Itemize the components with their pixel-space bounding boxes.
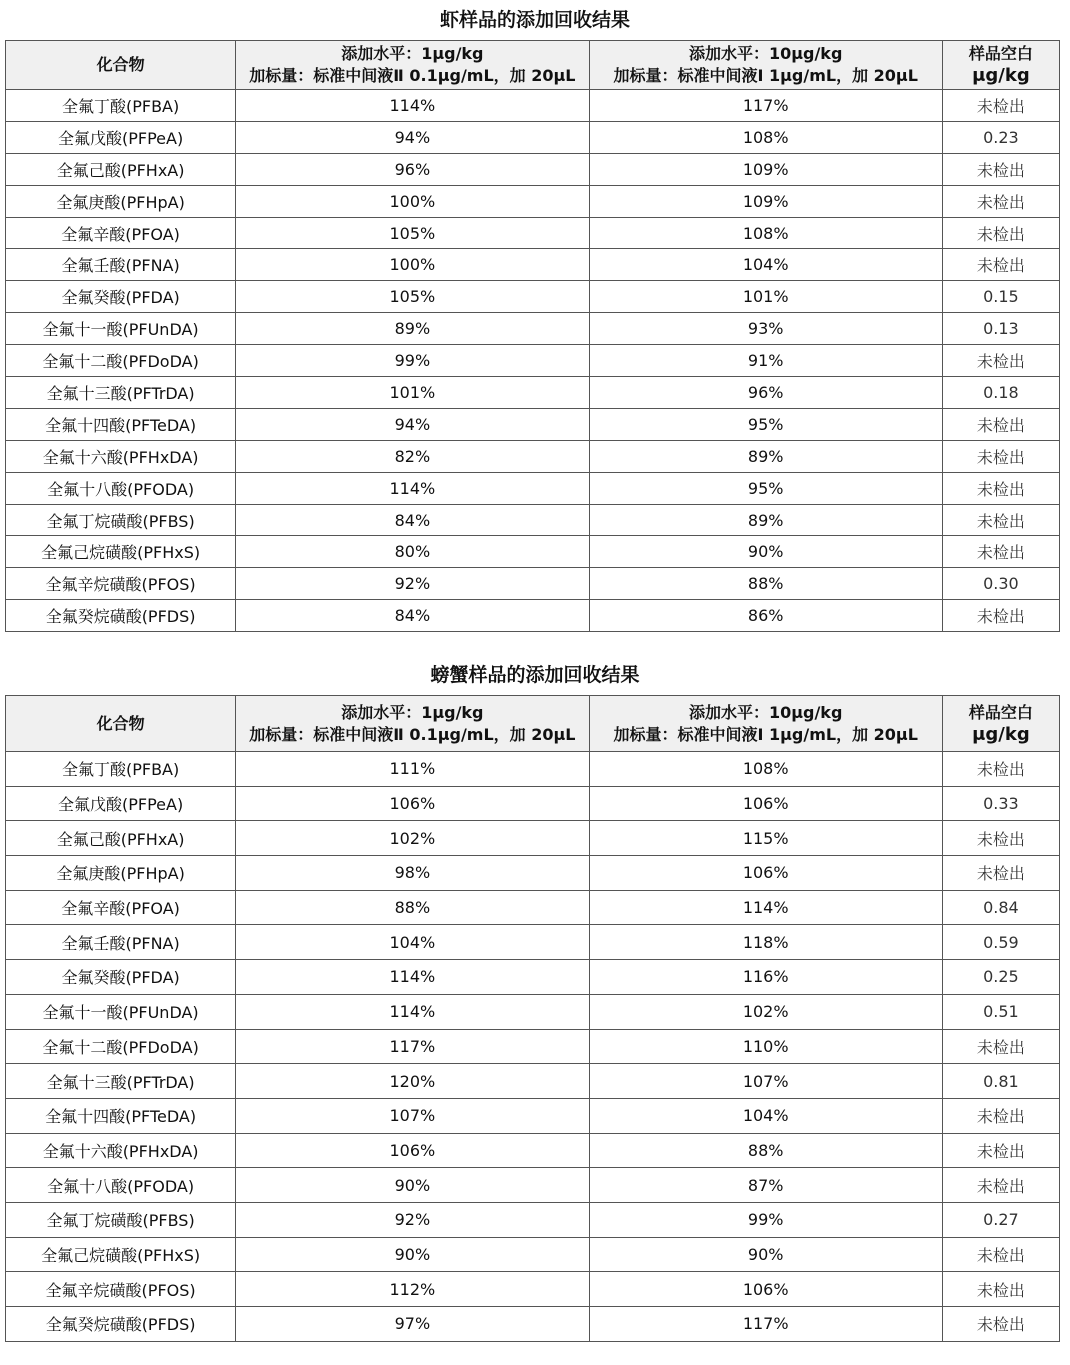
blank-value-cell: 未检出: [942, 472, 1059, 504]
recovery-level-1-cell: 101%: [236, 377, 589, 409]
compound-cell: 全氟癸酸(PFDA): [6, 281, 236, 313]
recovery-level-2-cell: 117%: [589, 1307, 942, 1342]
blank-value-cell: 未检出: [942, 90, 1059, 122]
compound-cell: 全氟十二酸(PFDoDA): [6, 1029, 236, 1064]
blank-value-cell: 0.33: [942, 786, 1059, 821]
recovery-level-1-cell: 82%: [236, 440, 589, 472]
blank-value-cell: 未检出: [942, 249, 1059, 281]
crab-table-body: [6, 752, 1060, 1342]
table-row: [6, 345, 1060, 377]
recovery-level-2-cell: 93%: [589, 313, 942, 345]
shrimp-table-body: [6, 90, 1060, 632]
blank-value-cell: 未检出: [942, 153, 1059, 185]
table-row: [6, 217, 1060, 249]
header-compound: 化合物: [6, 696, 236, 752]
table-row: [6, 249, 1060, 281]
table-row: [6, 1168, 1060, 1203]
blank-value-cell: 未检出: [942, 1237, 1059, 1272]
blank-value-cell: 未检出: [942, 752, 1059, 787]
table-row: [6, 994, 1060, 1029]
compound-cell: 全氟十一酸(PFUnDA): [6, 994, 236, 1029]
recovery-level-1-cell: 106%: [236, 1133, 589, 1168]
recovery-level-2-cell: 114%: [589, 890, 942, 925]
recovery-level-1-cell: 104%: [236, 925, 589, 960]
recovery-level-2-cell: 95%: [589, 408, 942, 440]
table-row: [6, 185, 1060, 217]
blank-value-cell: 未检出: [942, 1029, 1059, 1064]
table-row: [6, 281, 1060, 313]
table-row: [6, 1133, 1060, 1168]
blank-value-cell: 未检出: [942, 345, 1059, 377]
recovery-level-2-cell: 118%: [589, 925, 942, 960]
crab-table-title: 螃蟹样品的添加回收结果: [430, 664, 640, 686]
blank-value-cell: 0.84: [942, 890, 1059, 925]
table-row: [6, 821, 1060, 856]
compound-cell: 全氟十四酸(PFTeDA): [6, 1098, 236, 1133]
table-row: [6, 504, 1060, 536]
compound-cell: 全氟十四酸(PFTeDA): [6, 408, 236, 440]
table-header-row: [6, 41, 1060, 90]
recovery-level-1-cell: 89%: [236, 313, 589, 345]
recovery-level-2-cell: 107%: [589, 1064, 942, 1099]
blank-value-cell: 未检出: [942, 1168, 1059, 1203]
header-level-1-amount: 添加水平：1μg/kg: [341, 702, 484, 722]
table-row: [6, 925, 1060, 960]
recovery-level-1-cell: 106%: [236, 786, 589, 821]
table-row: [6, 536, 1060, 568]
header-blank: [942, 41, 1059, 90]
recovery-level-2-cell: 110%: [589, 1029, 942, 1064]
blank-value-cell: 0.81: [942, 1064, 1059, 1099]
table-row: [6, 1098, 1060, 1133]
blank-value-cell: 0.59: [942, 925, 1059, 960]
recovery-level-2-cell: 106%: [589, 856, 942, 891]
table-row: [6, 153, 1060, 185]
recovery-level-2-cell: 106%: [589, 786, 942, 821]
compound-cell: 全氟辛烷磺酸(PFOS): [6, 568, 236, 600]
compound-cell: 全氟己烷磺酸(PFHxS): [6, 536, 236, 568]
compound-cell: 全氟十八酸(PFODA): [6, 472, 236, 504]
header-level-2-amount: 添加水平：10μg/kg: [688, 44, 843, 63]
table-row: [6, 1202, 1060, 1237]
table-row: [6, 377, 1060, 409]
recovery-level-2-cell: 90%: [589, 536, 942, 568]
recovery-level-1-cell: 102%: [236, 821, 589, 856]
recovery-level-1-cell: 114%: [236, 960, 589, 995]
recovery-level-2-cell: 117%: [589, 90, 942, 122]
compound-cell: 全氟己酸(PFHxA): [6, 821, 236, 856]
header-level-2: [589, 41, 942, 90]
table-row: [6, 1237, 1060, 1272]
table-row: [6, 121, 1060, 153]
blank-value-cell: 未检出: [942, 185, 1059, 217]
recovery-level-2-cell: 106%: [589, 1272, 942, 1307]
recovery-level-2-cell: 99%: [589, 1202, 942, 1237]
blank-value-cell: 未检出: [942, 821, 1059, 856]
header-blank-label: 样品空白: [968, 44, 1033, 63]
recovery-level-2-cell: 109%: [589, 185, 942, 217]
header-level-1-spike: 加标量：标准中间液Ⅱ 0.1μg/mL，加 20μL: [249, 66, 576, 85]
table-row: [6, 440, 1060, 472]
table-row: [6, 600, 1060, 632]
recovery-level-1-cell: 90%: [236, 1168, 589, 1203]
header-level-2-spike: 加标量：标准中间液Ⅰ 1μg/mL，加 20μL: [613, 724, 918, 744]
recovery-level-1-cell: 111%: [236, 752, 589, 787]
crab-recovery-table: [5, 695, 1060, 1342]
compound-cell: 全氟己酸(PFHxA): [6, 153, 236, 185]
blank-value-cell: 0.25: [942, 960, 1059, 995]
compound-cell: 全氟十三酸(PFTrDA): [6, 1064, 236, 1099]
header-blank-label: 样品空白: [968, 702, 1033, 722]
compound-cell: 全氟戊酸(PFPeA): [6, 121, 236, 153]
recovery-level-2-cell: 88%: [589, 568, 942, 600]
recovery-level-1-cell: 96%: [236, 153, 589, 185]
recovery-level-1-cell: 94%: [236, 121, 589, 153]
recovery-level-2-cell: 90%: [589, 1237, 942, 1272]
header-blank-unit: μg/kg: [972, 65, 1030, 86]
compound-cell: 全氟辛酸(PFOA): [6, 890, 236, 925]
compound-cell: 全氟十八酸(PFODA): [6, 1168, 236, 1203]
recovery-level-2-cell: 108%: [589, 752, 942, 787]
compound-cell: 全氟壬酸(PFNA): [6, 249, 236, 281]
table-row: [6, 960, 1060, 995]
blank-value-cell: 0.23: [942, 121, 1059, 153]
recovery-level-1-cell: 97%: [236, 1307, 589, 1342]
compound-cell: 全氟庚酸(PFHpA): [6, 856, 236, 891]
recovery-level-1-cell: 105%: [236, 281, 589, 313]
table-row: [6, 752, 1060, 787]
blank-value-cell: 未检出: [942, 536, 1059, 568]
header-level-1: [236, 696, 589, 752]
table-row: [6, 1307, 1060, 1342]
recovery-level-1-cell: 100%: [236, 249, 589, 281]
recovery-level-1-cell: 117%: [236, 1029, 589, 1064]
table-row: [6, 1064, 1060, 1099]
table-row: [6, 856, 1060, 891]
recovery-level-1-cell: 84%: [236, 504, 589, 536]
recovery-level-2-cell: 86%: [589, 600, 942, 632]
compound-cell: 全氟癸烷磺酸(PFDS): [6, 1307, 236, 1342]
recovery-level-1-cell: 84%: [236, 600, 589, 632]
table-row: [6, 408, 1060, 440]
recovery-level-1-cell: 107%: [236, 1098, 589, 1133]
recovery-level-2-cell: 88%: [589, 1133, 942, 1168]
compound-cell: 全氟己烷磺酸(PFHxS): [6, 1237, 236, 1272]
blank-value-cell: 未检出: [942, 1098, 1059, 1133]
recovery-level-2-cell: 104%: [589, 249, 942, 281]
blank-value-cell: 未检出: [942, 1133, 1059, 1168]
blank-value-cell: 未检出: [942, 600, 1059, 632]
blank-value-cell: 未检出: [942, 217, 1059, 249]
compound-cell: 全氟癸酸(PFDA): [6, 960, 236, 995]
header-level-2-amount: 添加水平：10μg/kg: [688, 702, 843, 722]
recovery-level-2-cell: 96%: [589, 377, 942, 409]
header-level-2-spike: 加标量：标准中间液Ⅰ 1μg/mL，加 20μL: [613, 66, 918, 85]
recovery-level-2-cell: 108%: [589, 217, 942, 249]
recovery-level-1-cell: 92%: [236, 1202, 589, 1237]
table-row: [6, 472, 1060, 504]
blank-value-cell: 0.13: [942, 313, 1059, 345]
recovery-level-2-cell: 108%: [589, 121, 942, 153]
header-compound: 化合物: [6, 41, 236, 90]
recovery-level-1-cell: 114%: [236, 90, 589, 122]
header-level-1-amount: 添加水平：1μg/kg: [341, 44, 484, 63]
blank-value-cell: 0.27: [942, 1202, 1059, 1237]
compound-cell: 全氟壬酸(PFNA): [6, 925, 236, 960]
compound-cell: 全氟丁酸(PFBA): [6, 90, 236, 122]
table-row: [6, 1272, 1060, 1307]
header-level-1-spike: 加标量：标准中间液Ⅱ 0.1μg/mL，加 20μL: [249, 724, 576, 744]
blank-value-cell: 0.15: [942, 281, 1059, 313]
compound-cell: 全氟十六酸(PFHxDA): [6, 440, 236, 472]
header-level-1: [236, 41, 589, 90]
blank-value-cell: 未检出: [942, 1272, 1059, 1307]
recovery-level-2-cell: 116%: [589, 960, 942, 995]
recovery-level-1-cell: 100%: [236, 185, 589, 217]
compound-cell: 全氟戊酸(PFPeA): [6, 786, 236, 821]
shrimp-recovery-table: [5, 40, 1060, 632]
recovery-level-2-cell: 109%: [589, 153, 942, 185]
recovery-level-1-cell: 90%: [236, 1237, 589, 1272]
compound-cell: 全氟十三酸(PFTrDA): [6, 377, 236, 409]
compound-cell: 全氟丁酸(PFBA): [6, 752, 236, 787]
recovery-level-1-cell: 98%: [236, 856, 589, 891]
recovery-level-1-cell: 92%: [236, 568, 589, 600]
recovery-level-2-cell: 87%: [589, 1168, 942, 1203]
recovery-level-2-cell: 101%: [589, 281, 942, 313]
compound-cell: 全氟丁烷磺酸(PFBS): [6, 504, 236, 536]
recovery-level-1-cell: 112%: [236, 1272, 589, 1307]
compound-cell: 全氟十一酸(PFUnDA): [6, 313, 236, 345]
header-blank: [942, 696, 1059, 752]
recovery-level-1-cell: 105%: [236, 217, 589, 249]
table-row: [6, 786, 1060, 821]
compound-cell: 全氟癸烷磺酸(PFDS): [6, 600, 236, 632]
blank-value-cell: 0.51: [942, 994, 1059, 1029]
recovery-level-2-cell: 104%: [589, 1098, 942, 1133]
recovery-level-1-cell: 120%: [236, 1064, 589, 1099]
table-row: [6, 890, 1060, 925]
recovery-level-1-cell: 99%: [236, 345, 589, 377]
compound-cell: 全氟庚酸(PFHpA): [6, 185, 236, 217]
recovery-level-1-cell: 80%: [236, 536, 589, 568]
recovery-level-1-cell: 114%: [236, 994, 589, 1029]
compound-cell: 全氟十六酸(PFHxDA): [6, 1133, 236, 1168]
recovery-level-2-cell: 102%: [589, 994, 942, 1029]
table-row: [6, 313, 1060, 345]
table-row: [6, 90, 1060, 122]
shrimp-table-title: 虾样品的添加回收结果: [439, 9, 630, 31]
blank-value-cell: 未检出: [942, 408, 1059, 440]
blank-value-cell: 0.18: [942, 377, 1059, 409]
recovery-level-1-cell: 88%: [236, 890, 589, 925]
blank-value-cell: 未检出: [942, 1307, 1059, 1342]
table-row: [6, 1029, 1060, 1064]
header-level-2: [589, 696, 942, 752]
table-header-row: [6, 696, 1060, 752]
header-blank-unit: μg/kg: [972, 723, 1030, 745]
blank-value-cell: 未检出: [942, 504, 1059, 536]
compound-cell: 全氟丁烷磺酸(PFBS): [6, 1202, 236, 1237]
compound-cell: 全氟辛酸(PFOA): [6, 217, 236, 249]
table-row: [6, 568, 1060, 600]
compound-cell: 全氟辛烷磺酸(PFOS): [6, 1272, 236, 1307]
recovery-level-1-cell: 114%: [236, 472, 589, 504]
recovery-level-2-cell: 115%: [589, 821, 942, 856]
recovery-level-2-cell: 89%: [589, 440, 942, 472]
blank-value-cell: 0.30: [942, 568, 1059, 600]
blank-value-cell: 未检出: [942, 856, 1059, 891]
recovery-level-2-cell: 95%: [589, 472, 942, 504]
recovery-level-1-cell: 94%: [236, 408, 589, 440]
recovery-level-2-cell: 91%: [589, 345, 942, 377]
blank-value-cell: 未检出: [942, 440, 1059, 472]
compound-cell: 全氟十二酸(PFDoDA): [6, 345, 236, 377]
recovery-level-2-cell: 89%: [589, 504, 942, 536]
